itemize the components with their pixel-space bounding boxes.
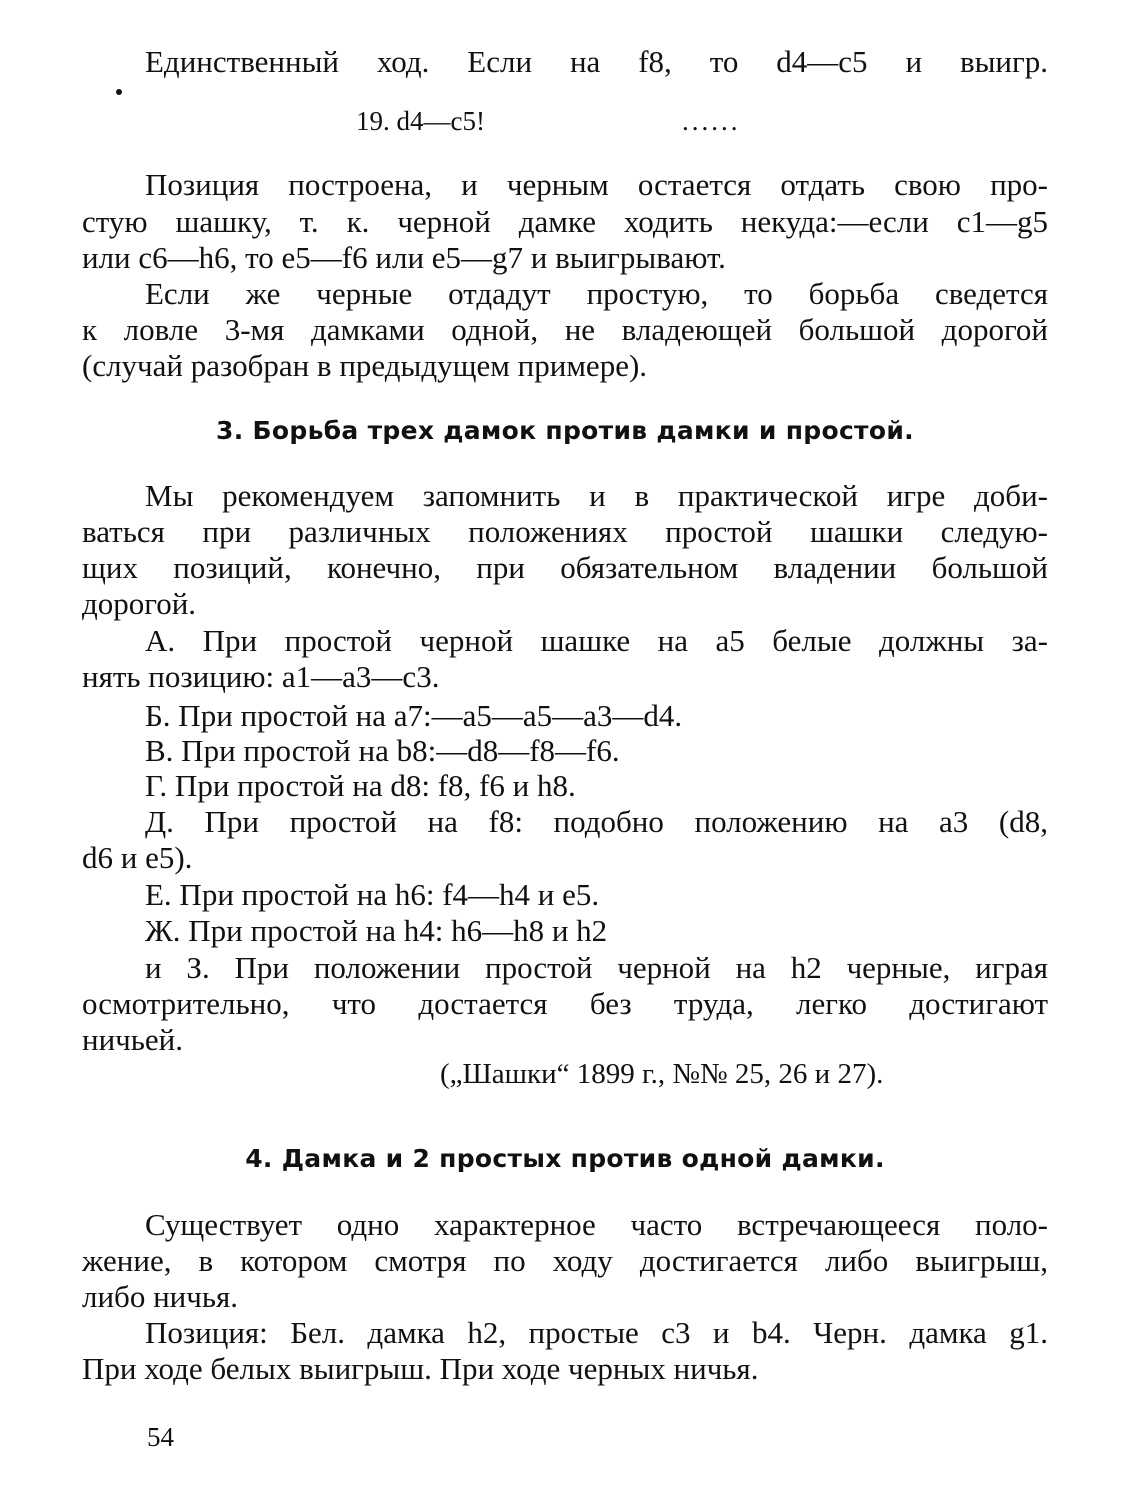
- text-line: жение, в котором смотря по ходу достигается либо выигрыш,: [82, 1243, 1048, 1278]
- text-line: щих позиций, конечно, при обязательном владении большой: [82, 550, 1048, 585]
- text-line: Если же черные отдадут простую, то борьба сведется: [145, 276, 1048, 311]
- list-item: Г. При простой на d8: f8, f6 и h8.: [145, 768, 576, 803]
- text-line: ваться при различных положениях простой шашки следую-: [82, 514, 1048, 549]
- move-dots: ......: [682, 106, 741, 136]
- list-item: Е. При простой на h6: f4—h4 и e5.: [145, 877, 600, 912]
- ink-dot: [116, 89, 122, 95]
- list-item: Д. При простой на f8: подобно положению на a3 (d8,: [145, 804, 1048, 839]
- text-line: А. При простой черной шашке на a5 белые должны за-: [145, 623, 1048, 658]
- text-line: Существует одно характерное часто встречающееся поло-: [145, 1207, 1048, 1242]
- text-line: Позиция построена, и черным остается отдать свою про-: [145, 167, 1048, 202]
- page-number: 54: [147, 1422, 174, 1452]
- section-heading-4: 4. Дамка и 2 простых против одной дамки.: [245, 1144, 885, 1173]
- text-line: Единственный ход. Если на f8, то d4—c5 и выигр.: [145, 44, 1048, 79]
- text-line: При ходе белых выигрыш. При ходе черных ничья.: [82, 1351, 759, 1386]
- section-heading-3: 3. Борьба трех дамок против дамки и простой.: [216, 416, 914, 445]
- text-line: Мы рекомендуем запомнить и в практической игре доби-: [145, 478, 1048, 513]
- text-line: ничьей.: [82, 1022, 184, 1057]
- text-line: либо ничья.: [82, 1279, 238, 1314]
- text-line: к ловле 3-мя дамками одной, не владеющей большой дорогой: [82, 312, 1048, 347]
- text-line: осмотрительно, что достается без труда, легко достигают: [82, 986, 1048, 1021]
- text-line: или c6—h6, то e5—f6 или e5—g7 и выигрывают.: [82, 240, 726, 275]
- text-line: стую шашку, т. к. черной дамке ходить некуда:—если c1—g5: [82, 204, 1048, 239]
- list-item: Б. При простой на a7:—a5—a5—a3—d4.: [145, 698, 683, 733]
- list-item: В. При простой на b8:—d8—f8—f6.: [145, 733, 620, 768]
- text-line: нять позицию: a1—a3—c3.: [82, 659, 440, 694]
- list-item: Ж. При простой на h4: h6—h8 и h2: [145, 913, 608, 948]
- text-line: d6 и e5).: [82, 840, 193, 875]
- move-number: 19. d4—c5!: [356, 106, 485, 136]
- text-line: дорогой.: [82, 586, 197, 621]
- source-citation: („Шашки“ 1899 г., №№ 25, 26 и 27).: [440, 1058, 884, 1090]
- text-line: и З. При положении простой черной на h2 черные, играя: [145, 950, 1048, 985]
- text-line: Позиция: Бел. дамка h2, простые c3 и b4. Черн. дамка g1.: [145, 1315, 1048, 1350]
- text-line: (случай разобран в предыдущем примере).: [82, 348, 648, 383]
